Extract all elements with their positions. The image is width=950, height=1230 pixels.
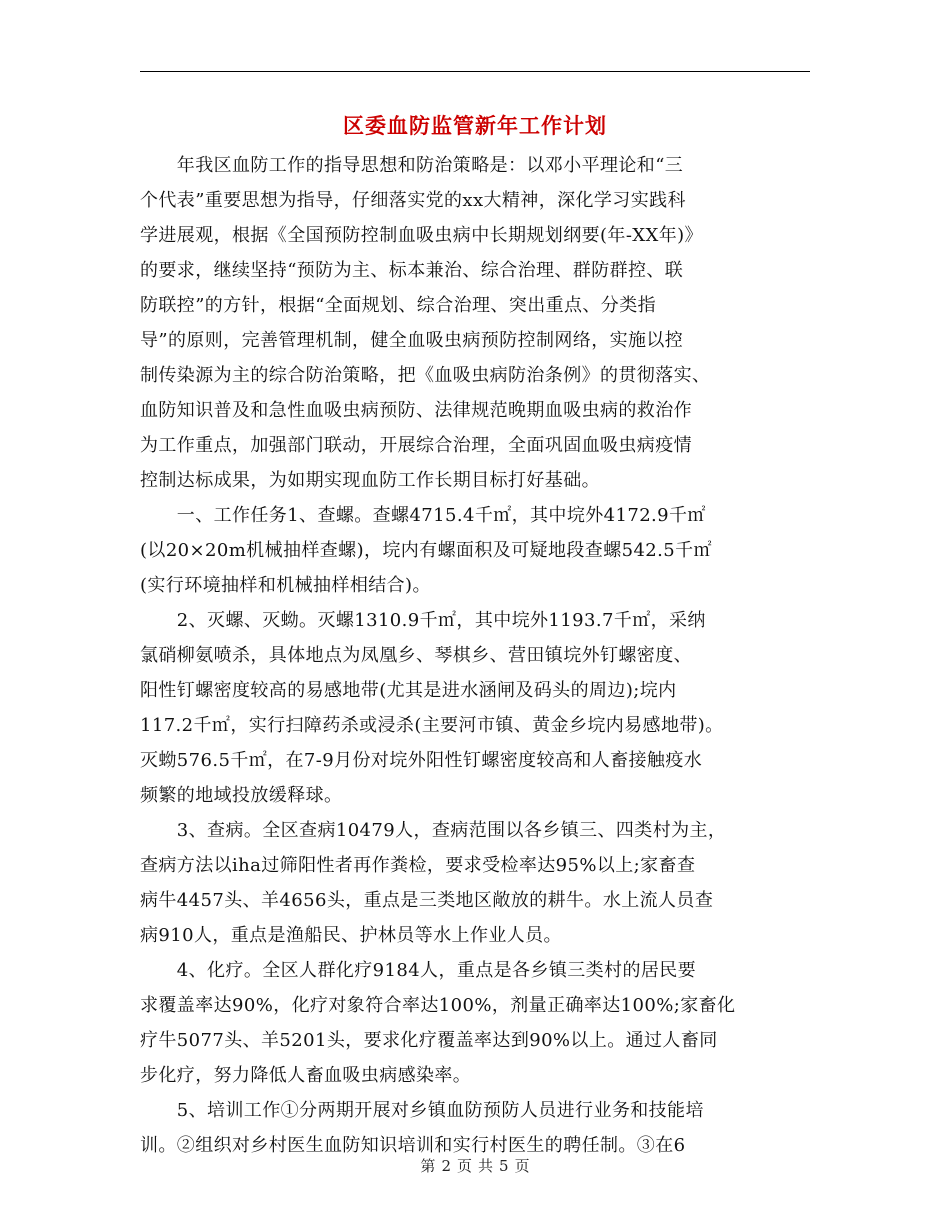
body-line: 疗牛5077头、羊5201头，要求化疗覆盖率达到90%以上。通过人畜同	[140, 1030, 718, 1051]
body-line: 4、化疗。全区人群化疗9184人，重点是各乡镇三类村的居民要	[140, 960, 697, 981]
body-line: (以20×20m机械抽样查螺)，垸内有螺面积及可疑地段查螺542.5千㎡	[140, 540, 712, 561]
body-line: 一、工作任务1、查螺。查螺4715.4千㎡，其中垸外4172.9千㎡	[140, 505, 706, 526]
body-line: 为工作重点，加强部门联动，开展综合治理，全面巩固血吸虫病疫情	[140, 435, 692, 456]
body-line: 的要求，继续坚持“预防为主、标本兼治、综合治理、群防群控、联	[140, 260, 684, 281]
body-line: 3、查病。全区查病10479人，查病范围以各乡镇三、四类村为主，	[140, 820, 727, 841]
document-body	[140, 148, 820, 1163]
body-line: 灭蚴576.5千㎡，在7-9月份对垸外阳性钉螺密度较高和人畜接触疫水	[140, 750, 703, 771]
document-title: 区委血防监管新年工作计划	[343, 113, 607, 138]
body-line: 控制达标成果，为如期实现血防工作长期目标打好基础。	[140, 470, 600, 491]
body-line: 防联控”的方针，根据“全面规划、综合治理、突出重点、分类指	[140, 295, 657, 316]
body-line: 2、灭螺、灭蚴。灭螺1310.9千㎡，其中垸外1193.7千㎡，采纳	[140, 610, 706, 631]
footer-total-label: 共	[478, 1157, 494, 1175]
body-line: 制传染源为主的综合防治策略，把《血吸虫病防治条例》的贯彻落实、	[140, 365, 711, 386]
body-line: 病910人，重点是渔船民、护林员等水上作业人员。	[140, 925, 562, 946]
header-rule	[140, 71, 810, 72]
body-line: 步化疗，努力降低人畜血吸虫病感染率。	[140, 1065, 472, 1086]
footer-page-number: 2	[441, 1157, 451, 1175]
body-line: 求覆盖率达90%，化疗对象符合率达100%，剂量正确率达100%;家畜化	[140, 995, 736, 1016]
body-line: (实行环境抽样和机械抽样相结合)。	[140, 575, 431, 596]
body-line: 查病方法以iha过筛阳性者再作粪检，要求受检率达95%以上;家畜查	[140, 855, 696, 876]
body-line: 学进展观，根据《全国预防控制血吸虫病中长期规划纲要(年-XX年)》	[140, 225, 703, 246]
body-line: 5、培训工作①分两期开展对乡镇血防预防人员进行业务和技能培	[140, 1100, 704, 1121]
body-line: 117.2千㎡，实行扫障药杀或浸杀(主要河市镇、黄金乡垸内易感地带)。	[140, 715, 724, 736]
body-line: 血防知识普及和急性血吸虫病预防、法律规范晚期血吸虫病的救治作	[140, 400, 692, 421]
body-line: 病牛4457头、羊4656头，重点是三类地区敞放的耕牛。水上流人员查	[140, 890, 714, 911]
footer-total-pages: 5	[499, 1157, 509, 1175]
body-line: 个代表”重要思想为指导，仔细落实党的xx大精神，深化学习实践科	[140, 190, 686, 211]
page-footer	[0, 1155, 950, 1176]
footer-suffix: 页	[514, 1157, 530, 1175]
body-line: 阳性钉螺密度较高的易感地带(尤其是进水涵闸及码头的周边);垸内	[140, 680, 677, 701]
footer-middle: 页	[456, 1157, 472, 1175]
body-line: 导”的原则，完善管理机制，健全血吸虫病预防控制网络，实施以控	[140, 330, 684, 351]
body-line: 氯硝柳氨喷杀，具体地点为凤凰乡、琴棋乡、营田镇垸外钉螺密度、	[140, 645, 692, 666]
body-line: 训。②组织对乡村医生血防知识培训和实行村医生的聘任制。③在6	[140, 1135, 686, 1156]
body-line: 年我区血防工作的指导思想和防治策略是：以邓小平理论和“三	[140, 155, 684, 176]
footer-prefix: 第	[420, 1157, 436, 1175]
body-line: 频繁的地域投放缓释球。	[140, 785, 343, 806]
